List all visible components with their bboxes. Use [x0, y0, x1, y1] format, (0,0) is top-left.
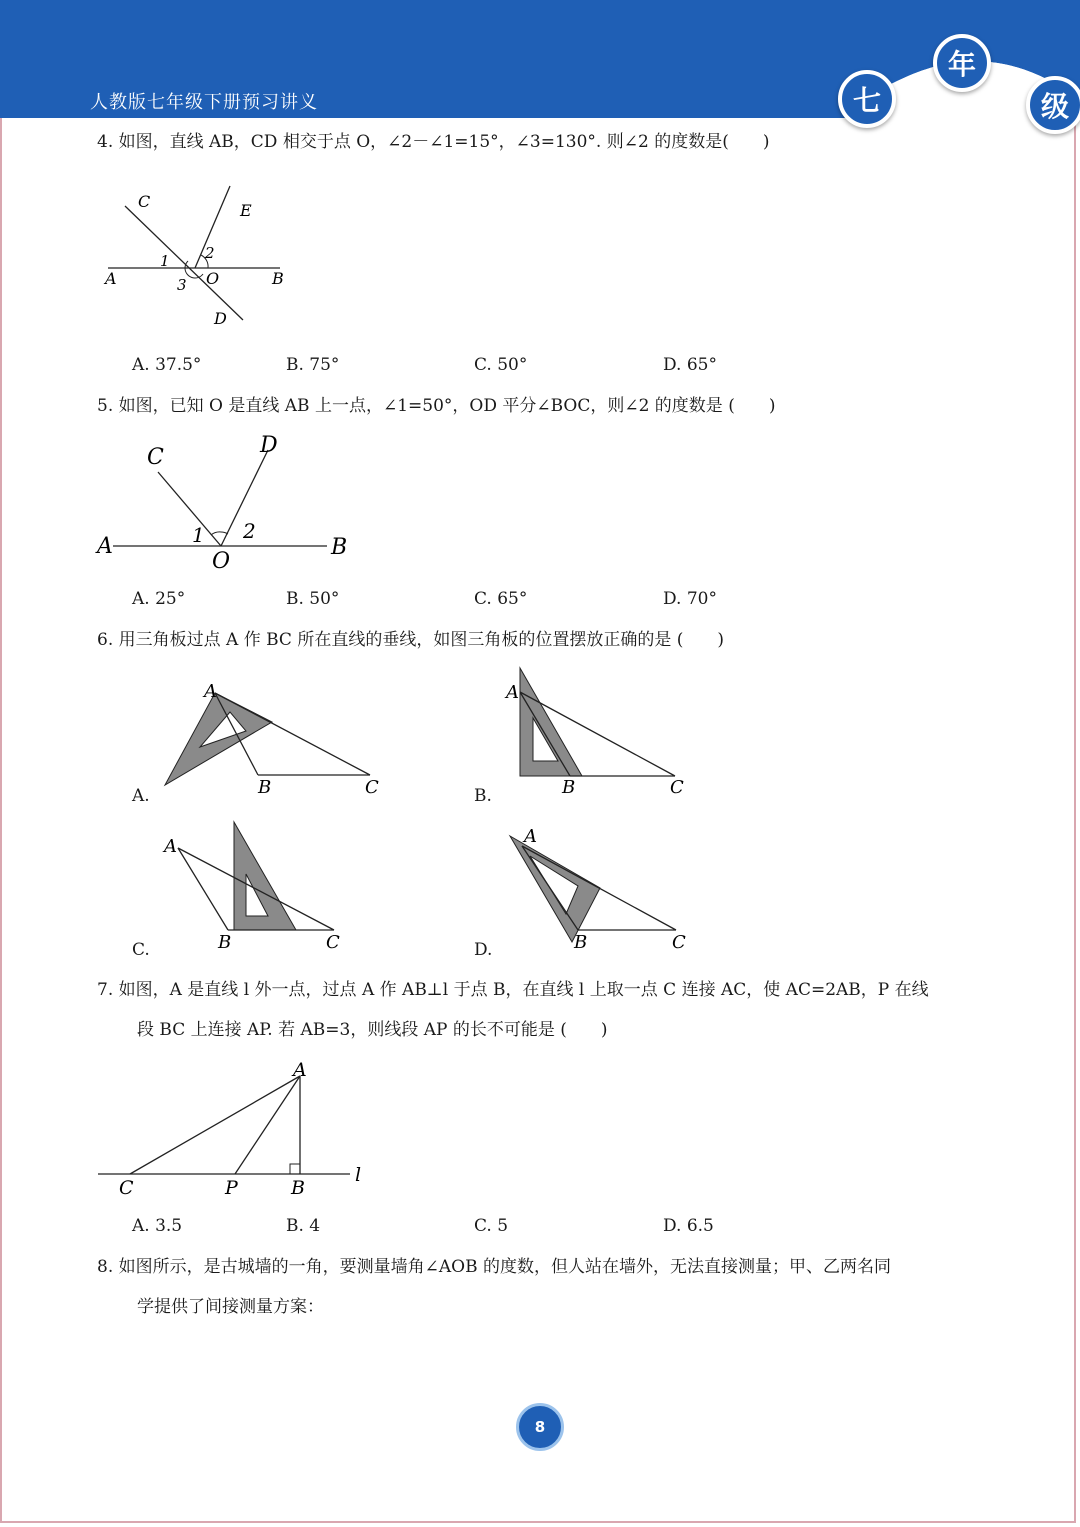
- q4-label-B: B: [272, 269, 284, 288]
- question-7-option-d[interactable]: D. 6.5: [663, 1216, 714, 1236]
- question-6-option-d[interactable]: D.: [474, 940, 493, 960]
- question-4-figure: [100, 178, 300, 328]
- q6c-label-C: C: [326, 932, 340, 953]
- question-5-figure: [95, 430, 365, 575]
- question-5-option-a[interactable]: A. 25°: [132, 589, 186, 609]
- q5-angle-2: 2: [243, 519, 256, 543]
- question-4-option-a[interactable]: A. 37.5°: [132, 355, 202, 375]
- question-6-stem: 6. 用三角板过点 A 作 BC 所在直线的垂线，如图三角板的位置摆放正确的是 ( ): [97, 630, 724, 650]
- question-4-option-b[interactable]: B. 75°: [286, 355, 340, 375]
- q5-label-O: O: [212, 549, 231, 574]
- question-5-option-b[interactable]: B. 50°: [286, 589, 340, 609]
- q7-label-P: P: [225, 1177, 238, 1199]
- header-title: 人教版七年级下册预习讲义: [90, 92, 318, 113]
- q6d-label-B: B: [574, 932, 588, 953]
- question-6-option-c[interactable]: C.: [132, 940, 150, 960]
- q4-label-E: E: [240, 201, 252, 220]
- q5-label-B: B: [331, 535, 348, 560]
- q6b-label-C: C: [670, 777, 684, 798]
- question-7-stem-line2: 段 BC 上连接 AP. 若 AB=3，则线段 AP 的长不可能是 ( ): [137, 1020, 608, 1040]
- question-7-option-b[interactable]: B. 4: [286, 1216, 321, 1236]
- q7-label-B: B: [291, 1177, 305, 1199]
- q7-label-l: l: [355, 1164, 362, 1186]
- q5-label-D: D: [260, 433, 278, 458]
- question-8-stem: 8. 如图所示，是古城墙的一角，要测量墙角∠AOB 的度数，但人站在墙外，无法直接测量；甲、乙两名同: [97, 1257, 891, 1277]
- question-4-stem: 4. 如图，直线 AB，CD 相交于点 O，∠2－∠1=15°，∠3=130°. 则∠2 的度数是( ): [97, 132, 770, 152]
- q6a-label-C: C: [365, 777, 379, 798]
- question-4-option-d[interactable]: D. 65°: [663, 355, 717, 375]
- q7-label-C: C: [119, 1177, 134, 1199]
- question-6-option-a[interactable]: A.: [132, 786, 150, 806]
- q5-label-A: A: [97, 534, 113, 559]
- q6b-label-B: B: [562, 777, 576, 798]
- q4-angle-2: 2: [205, 244, 215, 262]
- q6a-label-B: B: [258, 777, 272, 798]
- q4-label-D: D: [214, 309, 227, 328]
- question-6-figure-d: [500, 818, 700, 953]
- question-5-option-c[interactable]: C. 65°: [474, 589, 528, 609]
- page-number: 8: [516, 1403, 564, 1451]
- question-5-stem: 5. 如图，已知 O 是直线 AB 上一点，∠1=50°，OD 平分∠BOC，则∠2 的度数是 ( ): [97, 396, 776, 416]
- question-6-option-b[interactable]: B.: [474, 786, 492, 806]
- question-7-option-a[interactable]: A. 3.5: [132, 1216, 183, 1236]
- q6b-label-A: A: [506, 682, 519, 703]
- q5-label-C: C: [147, 445, 164, 470]
- question-7-stem: 7. 如图，A 是直线 l 外一点，过点 A 作 AB⊥l 于点 B，在直线 l 上取一点 C 连接 AC，使 AC=2AB，P 在线: [97, 980, 929, 1000]
- q6a-label-A: A: [204, 681, 217, 702]
- q6c-label-A: A: [164, 836, 177, 857]
- question-8-stem-line2: 学提供了间接测量方案：: [137, 1297, 324, 1317]
- grade-char-level: 级: [1026, 76, 1080, 134]
- q4-label-A: A: [105, 269, 117, 288]
- q4-angle-1: 1: [160, 252, 170, 270]
- grade-char-seven: 七: [838, 70, 896, 128]
- q7-label-A: A: [293, 1059, 307, 1081]
- question-6-figure-a: [150, 675, 400, 800]
- question-6-figure-b: [500, 662, 700, 802]
- q5-angle-1: 1: [192, 523, 205, 547]
- q6c-label-B: B: [218, 932, 232, 953]
- grade-char-year: 年: [933, 34, 991, 92]
- question-7-option-c[interactable]: C. 5: [474, 1216, 509, 1236]
- q6d-label-A: A: [524, 826, 537, 847]
- question-5-option-d[interactable]: D. 70°: [663, 589, 717, 609]
- q4-label-C: C: [138, 192, 151, 211]
- header-banner: [0, 0, 1080, 123]
- q6d-label-C: C: [672, 932, 686, 953]
- q4-label-O: O: [206, 269, 220, 288]
- question-7-figure: [95, 1058, 375, 1203]
- q4-angle-3: 3: [177, 276, 187, 294]
- question-4-option-c[interactable]: C. 50°: [474, 355, 528, 375]
- question-6-figure-c: [160, 818, 360, 953]
